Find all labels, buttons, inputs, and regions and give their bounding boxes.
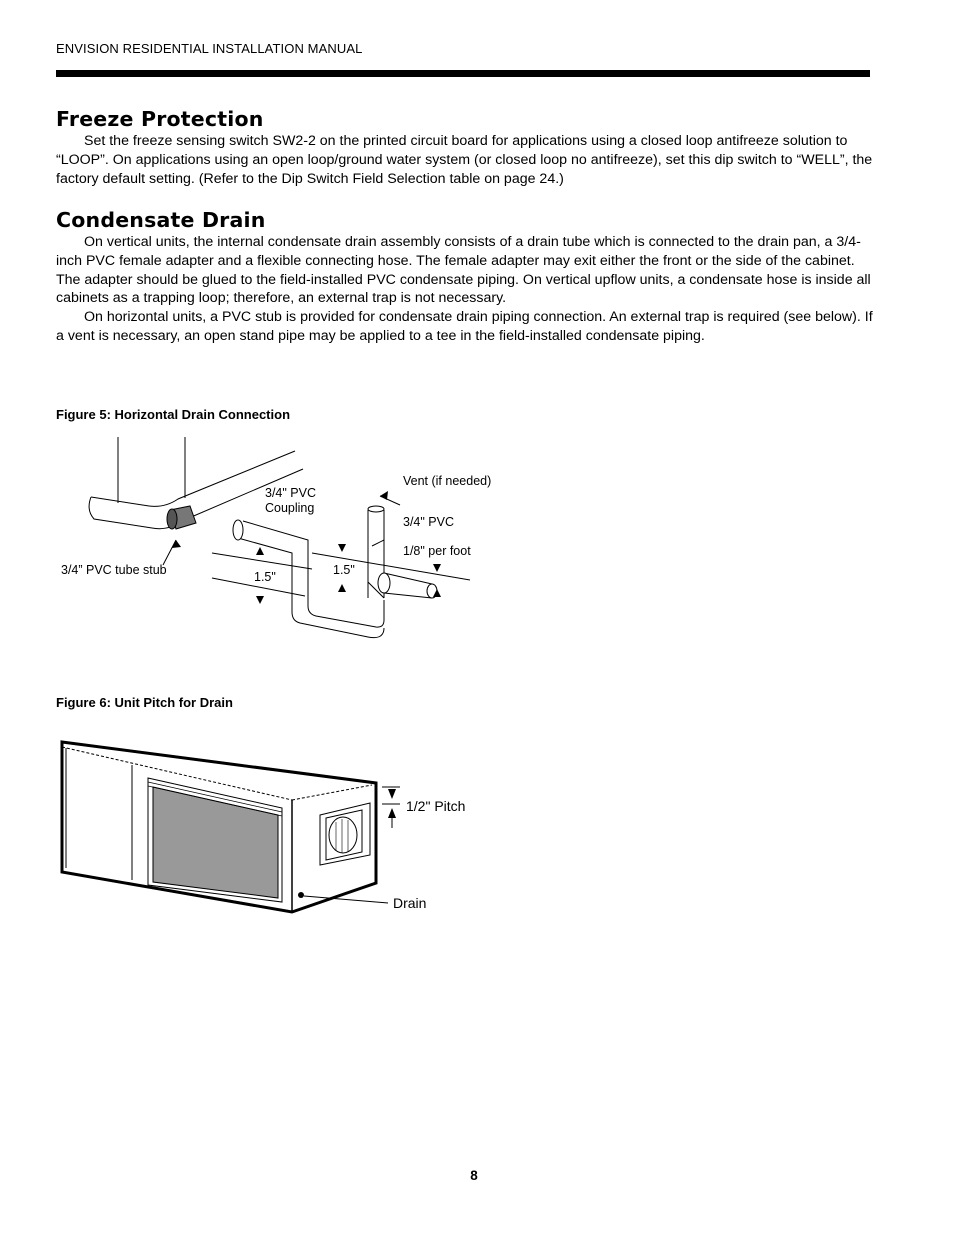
figure5-caption: Figure 5: Horizontal Drain Connection xyxy=(56,407,291,422)
header-rule xyxy=(56,70,870,77)
figure6-unit-pitch-diagram xyxy=(0,728,520,918)
label-dim-right: 1.5" xyxy=(333,563,355,577)
running-header: ENVISION RESIDENTIAL INSTALLATION MANUAL xyxy=(56,41,363,56)
condensate-paragraph-2: On horizontal units, a PVC stub is provided for condensate drain piping connection. An external trap is required (see below). If a vent is necessary, an open stand pipe may be applied to a tee in the field-installed condensate piping. xyxy=(56,309,873,344)
label-coupling-line1: 3/4" PVC xyxy=(265,486,316,500)
freeze-protection-body xyxy=(56,132,874,188)
label-dim-left: 1.5" xyxy=(254,570,276,584)
label-tube-stub: 3/4” PVC tube stub xyxy=(61,563,167,577)
condensate-paragraph-1: On vertical units, the internal condensate drain assembly consists of a drain tube which is connected to the drain pan, a 3/4-inch PVC female adapter and a flexible connecting hose. The female adapter may exit either the front or the side of the cabinet. The adapter should be glued to the field-installed PVC condensate piping. On vertical upflow units, a condensate hose is inside all cabinets as a trapping loop; therefore, an external trap is not necessary. xyxy=(56,234,871,307)
label-vent: Vent (if needed) xyxy=(403,474,492,488)
figure6-caption: Figure 6: Unit Pitch for Drain xyxy=(56,695,233,710)
figure5-horizontal-drain-diagram xyxy=(0,425,520,640)
label-pitch: 1/2" Pitch xyxy=(406,798,466,814)
condensate-drain-body xyxy=(56,233,874,346)
label-coupling-line2: Coupling xyxy=(265,501,315,515)
heading-freeze-protection: Freeze Protection xyxy=(56,107,264,131)
label-pvc: 3/4" PVC xyxy=(403,515,454,529)
label-drain: Drain xyxy=(393,895,427,911)
label-per-foot: 1/8" per foot xyxy=(403,544,471,558)
freeze-paragraph-1: Set the freeze sensing switch SW2-2 on the printed circuit board for applications using a closed loop antifreeze solution to “LOOP”. On applications using an open loop/ground water system (or closed loop no antifreeze), set this dip switch to “WELL”, the factory default setting. (Refer to the Dip Switch Field Selection table on page 24.) xyxy=(56,133,873,187)
page-number: 8 xyxy=(470,1168,478,1183)
heading-condensate-drain: Condensate Drain xyxy=(56,208,266,232)
